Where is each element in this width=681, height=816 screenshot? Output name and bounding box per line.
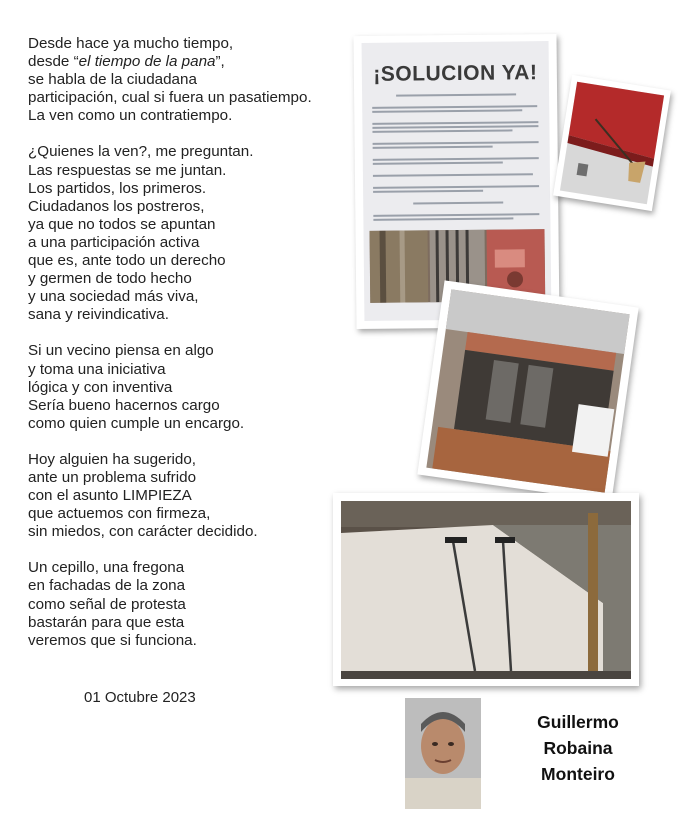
flyer-text-line — [413, 202, 503, 205]
author-photo — [405, 698, 481, 809]
author-first-name: Guillermo — [537, 712, 619, 732]
poem-line: que es, ante todo un derecho — [28, 252, 226, 270]
poem-line: sin miedos, con carácter decidido. — [28, 523, 258, 541]
poem-line: en fachadas de la zona — [28, 577, 186, 595]
flyer-text-line — [373, 173, 533, 177]
poem-date: 01 Octubre 2023 — [84, 689, 196, 706]
poem-line: La ven como un contratiempo. — [28, 107, 233, 125]
poem-line: Los partidos, los primeros. — [28, 179, 207, 197]
poem-line: Si un vecino piensa en algo — [28, 342, 214, 360]
poem-line: que actuemos con firmeza, — [28, 505, 211, 523]
flyer-text-line — [372, 129, 512, 132]
author-portrait — [405, 698, 481, 809]
poem-stanza — [28, 559, 348, 649]
poem-stanza — [28, 143, 348, 324]
flyer-text-line — [372, 121, 538, 125]
poem-line: Hoy alguien ha sugerido, — [28, 450, 197, 468]
poem-stanza — [28, 342, 348, 432]
flyer-text-line — [373, 162, 503, 165]
author-name — [518, 709, 638, 787]
brooms-wall-image — [333, 493, 639, 686]
poem-line: veremos que si funciona. — [28, 631, 197, 649]
poem-line: como señal de protesta — [28, 595, 186, 613]
poem-line: Ciudadanos los postreros, — [28, 197, 205, 215]
poem-line: participación, cual si fuera un pasatiempo. — [28, 89, 312, 107]
flyer-text-line — [372, 105, 537, 109]
poem-line: ante un problema sufrido — [28, 468, 197, 486]
poem-line: ya que no todos se apuntan — [28, 215, 216, 233]
poem-line: y germen de todo hecho — [28, 270, 192, 288]
flyer-text-line — [396, 93, 516, 96]
poem-line: Un cepillo, una fregona — [28, 559, 185, 577]
flyer-text-line — [372, 125, 538, 129]
flyer-text-line — [373, 157, 539, 161]
poem-line: desde “el tiempo de la pana”, — [28, 53, 225, 71]
flyer-text-line — [373, 190, 483, 193]
flyer-text-line — [373, 217, 513, 220]
brooms-wall-photo — [333, 493, 639, 686]
poem-line: sana y reivindicativa. — [28, 306, 169, 324]
poem-line: y toma una iniciativa — [28, 360, 166, 378]
poem-line: a una participación activa — [28, 233, 200, 251]
roof-mop-image — [553, 75, 671, 211]
balcony-image — [417, 280, 638, 501]
poem-line: con el asunto LIMPIEZA — [28, 487, 192, 505]
flyer-text-line — [372, 109, 522, 113]
poem-line: lógica y con inventiva — [28, 378, 173, 396]
flyer-text-line — [373, 146, 493, 149]
author-third-name: Monteiro — [541, 764, 615, 784]
poem — [28, 35, 348, 668]
poem-line: bastarán para que esta — [28, 613, 185, 631]
flyer-paper — [362, 41, 552, 321]
flyer-text-line — [373, 213, 539, 217]
poem-line: ¿Quienes la ven?, me preguntan. — [28, 143, 254, 161]
poem-line: se habla de la ciudadana — [28, 71, 197, 89]
balcony-photo — [417, 280, 638, 501]
roof-photo — [553, 75, 671, 211]
flyer-title: ¡SOLUCION YA! — [373, 61, 538, 86]
flyer-text-line — [373, 141, 539, 145]
poem-line: Sería bueno hacernos cargo — [28, 396, 220, 414]
author-second-name: Robaina — [543, 738, 613, 758]
poem-line: como quien cumple un encargo. — [28, 414, 245, 432]
poem-line: Desde hace ya mucho tiempo, — [28, 35, 234, 52]
poem-stanza — [28, 35, 348, 125]
poem-stanza — [28, 451, 348, 541]
flyer-text-line — [373, 185, 539, 189]
poem-line: Las respuestas se me juntan. — [28, 161, 227, 179]
poem-line: y una sociedad más viva, — [28, 288, 199, 306]
